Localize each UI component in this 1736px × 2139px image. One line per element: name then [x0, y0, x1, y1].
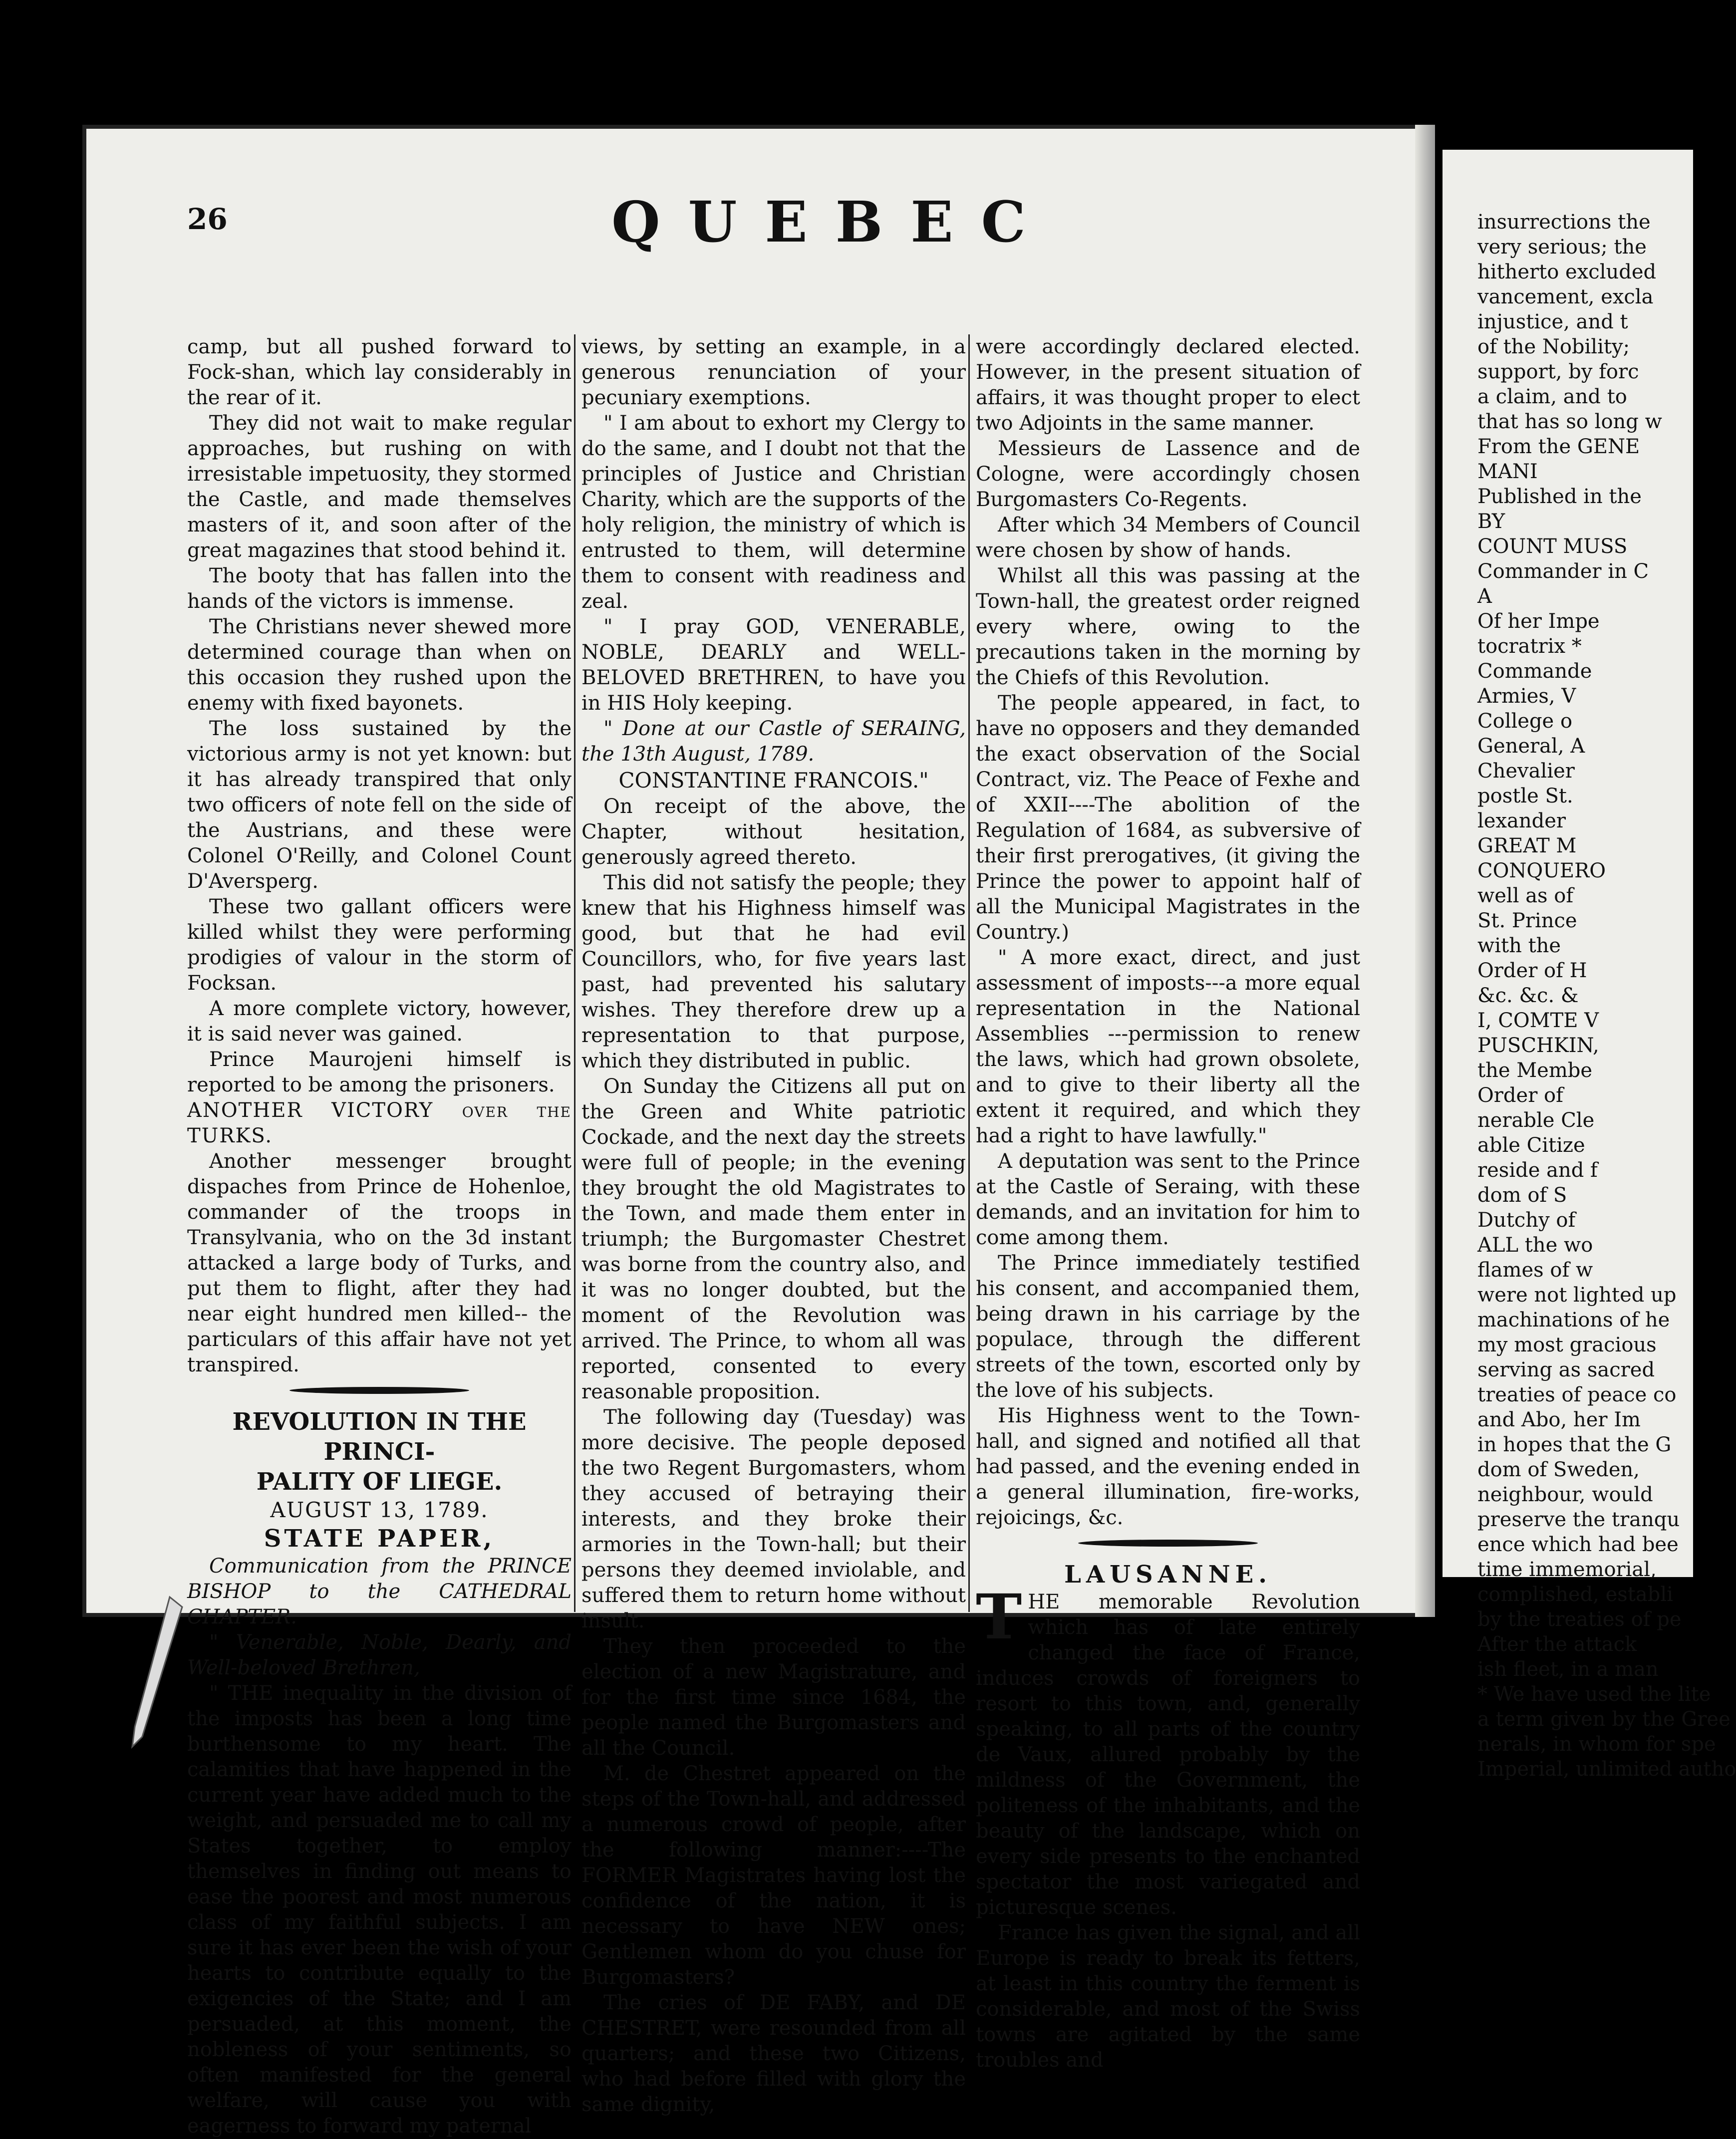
paragraph: A more complete victory, however, it is said never was gained. — [187, 997, 572, 1046]
fragment-line: support, by forc — [1477, 360, 1639, 383]
paragraph: These two gallant officers were killed whilst they were performing prodigies of valour in the storm of Focksan. — [187, 895, 572, 995]
fragment-line: Order of H — [1477, 959, 1587, 982]
fragment-line: Of her Impe — [1477, 610, 1600, 633]
fragment-line: * We have used the lite — [1477, 1683, 1711, 1706]
paragraph: The cries of DE FABY, and DE CHESTRET, were resounded from all quarters; and these two Citizens, who had before filled with glory the same dignity, — [581, 1991, 966, 2116]
fragment-line: Order of — [1477, 1084, 1563, 1107]
fragment-line: serving as sacred — [1477, 1358, 1655, 1381]
fragment-line: neighbour, would — [1477, 1483, 1653, 1506]
fragment-line: A — [1477, 585, 1492, 608]
salutation: " Venerable, Noble, Dearly, and Well-beloved Brethren, — [187, 1631, 572, 1679]
paragraph: M. de Chestret appeared on the steps of the Town-hall, and addressed a numerous crowd of people, after the following manner:----The FORMER Magistrates having lost the confidence of the nation, it is necessary to have NEW ones; Gentlemen whom do you chuse for Burgomasters? — [581, 1762, 966, 1989]
article-title: PALITY OF LIEGE. — [256, 1468, 503, 1496]
drop-cap: T — [976, 1581, 1022, 1653]
dateline: AUGUST 13, 1789. — [270, 1498, 489, 1522]
fragment-line: nerals, in whom for spe — [1477, 1733, 1716, 1756]
fragment-line: a term given by the Gree — [1477, 1708, 1731, 1731]
article-title: REVOLUTION IN THE PRINCI- — [232, 1408, 527, 1466]
fragment-line: the Membe — [1477, 1059, 1593, 1082]
section-heading: ANOTHER VICTORY over the TURKS. — [187, 1099, 572, 1147]
quill-pen-icon — [122, 1597, 182, 1747]
fragment-line: postle St. — [1477, 785, 1573, 807]
column-1 — [187, 334, 572, 2139]
fragment-line: Imperial, unlimited autho — [1477, 1758, 1736, 1781]
fragment-line: and Abo, her Im — [1477, 1408, 1641, 1431]
fragment-line: well as of — [1477, 884, 1574, 907]
fragment-line: were not lighted up — [1477, 1284, 1677, 1307]
fragment-line: Commander in C — [1477, 560, 1649, 583]
fragment-line: machinations of he — [1477, 1309, 1670, 1332]
fragment-line: dom of S — [1477, 1184, 1567, 1207]
fragment-line: ish fleet, in a man — [1477, 1658, 1659, 1681]
column-rule — [574, 334, 576, 1612]
fragment-line: that has so long w — [1477, 410, 1662, 433]
fragment-line: General, A — [1477, 735, 1585, 758]
fragment-line: College o — [1477, 710, 1573, 733]
fragment-line: After the attack — [1477, 1633, 1637, 1656]
paragraph: Whilst all this was passing at the Town-hall, the greatest order reigned every where, owing to the precautions taken in the morning by the Chiefs of this Revolution. — [976, 564, 1360, 689]
fragment-line: flames of w — [1477, 1259, 1593, 1282]
ornamental-rule — [289, 1387, 469, 1394]
paragraph: This did not satisfy the people; they knew that his Highness himself was good, but that he had evil Councillors, who, for five years last past, had prevented his salutary wishes. They therefore drew up a representation to that purpose, which they distributed in public. — [581, 871, 966, 1072]
fragment-line: GREAT M — [1477, 834, 1577, 857]
fragment-line: lexander — [1477, 809, 1566, 832]
paragraph: The booty that has fallen into the hands of the victors is immense. — [187, 564, 572, 613]
fragment-line: Commande — [1477, 660, 1592, 683]
paragraph — [976, 1581, 1360, 1920]
ornamental-rule — [1078, 1540, 1258, 1547]
article-subtitle: STATE PAPER, — [264, 1525, 495, 1553]
newspaper-page — [82, 125, 1435, 2138]
column-3 — [976, 334, 1360, 2073]
paragraph: " I am about to exhort my Clergy to do the same, and I doubt not that the principles of Justice and Christian Charity, which are the supports of the holy religion, the ministry of which is entrusted to them, will determine them to consent with readiness and zeal. — [581, 412, 966, 613]
fragment-line: injustice, and t — [1477, 310, 1628, 333]
fragment-line: CONQUERO — [1477, 859, 1606, 882]
dateline: " Done at our Castle of SERAING, the 13th August, 1789. — [581, 717, 966, 766]
paragraph: views, by setting an example, in a generous renunciation of your pecuniary exemptions. — [581, 335, 966, 409]
running-title: QUEBEC — [611, 190, 1054, 255]
paragraph: France has given the signal, and all Europe is ready to break its fetters, at least in this country the ferment is considerable, and most of the Swiss towns are agitated by the same troubles and — [976, 1921, 1360, 2072]
paragraph: His Highness went to the Town-hall, and signed and notified all that had passed, and the evening ended in a general illumination, fire-works, rejoicings, &c. — [976, 1404, 1360, 1529]
fragment-line: tocratrix * — [1477, 635, 1582, 658]
fragment-line: COUNT MUSS — [1477, 535, 1628, 558]
fragment-line: preserve the tranqu — [1477, 1508, 1680, 1531]
fragment-line: nerable Cle — [1477, 1109, 1595, 1132]
article-title: LAUSANNE. — [1064, 1561, 1272, 1589]
paragraph: The loss sustained by the victorious army is not yet known: but it has already transpired that only two officers of note fell on the side of the Austrians, and these were Colonel O'Reilly, and Colonel Count D'Aversperg. — [187, 717, 572, 893]
fragment-line: of the Nobility; — [1477, 335, 1630, 358]
fragment-line: reside and f — [1477, 1159, 1598, 1182]
fragment-line: ence which had bee — [1477, 1533, 1679, 1556]
communication-line: Communication from the PRINCE BISHOP to the CATHEDRAL CHAPTER. — [187, 1555, 572, 1628]
fragment-line: vancement, excla — [1477, 285, 1654, 308]
paragraph: They did not wait to make regular approaches, but rushing on with irresistable impetuosity, they stormed the Castle, and made themselves masters of it, and soon after of the great magazines that stood behind it. — [187, 412, 572, 562]
column-2 — [581, 334, 966, 2118]
fragment-line: time immemorial, — [1477, 1558, 1657, 1581]
fragment-line: &c. &c. & — [1477, 984, 1579, 1007]
paragraph: The people appeared, in fact, to have no opposers and they demanded the exact observation of the Social Contract, viz. The Peace of Fexhe and of XXII----The abolition of the Regulation of 1684, as subversive of their first prerogatives, (it giving the Prince the power to appoint half of all the Municipal Magistrates in the Country.) — [976, 692, 1360, 944]
fragment-line: Dutchy of — [1477, 1209, 1576, 1232]
fragment-line: From the GENE — [1477, 435, 1640, 458]
fragment-line: hitherto excluded — [1477, 261, 1657, 283]
column-4-fragment — [1477, 210, 1736, 1782]
signature: CONSTANTINE FRANCOIS." — [618, 768, 929, 793]
paragraph: were accordingly declared elected. However, in the present situation of affairs, it was thought proper to elect two Adjoints in the same manner. — [976, 335, 1360, 435]
paragraph: camp, but all pushed forward to Fock-shan, which lay considerably in the rear of it. — [187, 335, 572, 409]
fragment-line: Armies, V — [1477, 685, 1576, 708]
paragraph: A deputation was sent to the Prince at the Castle of Seraing, with these demands, and an invitation for him to come among them. — [976, 1150, 1360, 1249]
paragraph: " I pray GOD, VENERABLE, NOBLE, DEARLY and WELL-BELOVED BRETHREN, to have you in HIS Holy keeping. — [581, 615, 966, 715]
paragraph: The Prince immediately testified his consent, and accompanied them, being drawn in his carriage by the populace, through the different streets of the town, escorted only by the love of his subjects. — [976, 1252, 1360, 1402]
paragraph: " A more exact, direct, and just assessment of imposts---a more equal representation in the National Assemblies ---permission to renew the laws, which had grown obsolete, and to give to their liberty all the extent it required, and which they had a right to have lawfully." — [976, 946, 1360, 1147]
fragment-line: a claim, and to — [1477, 385, 1627, 408]
fragment-line: insurrections the — [1477, 211, 1651, 234]
fragment-line: treaties of peace co — [1477, 1383, 1677, 1406]
paragraph: On receipt of the above, the Chapter, without hesitation, generously agreed thereto. — [581, 795, 966, 869]
fragment-line: Chevalier — [1477, 760, 1575, 783]
fragment-line: able Citize — [1477, 1134, 1585, 1157]
letter-body: " THE inequality in the division of the imposts has been a long time burthensome to my heart. The calamities that have happened in the current year have added much to the weight, and persuaded me to call my States together, to employ themselves in finding out means to ease the poorest and most numerous class of my faithful subjects. I am sure it has ever been the wish of your hearts to contribute equally to the exigencies of the State; and I am persuaded, at this moment, the nobleness of your sentiments, so often manifested for the general welfare, will cause you with eagerness to forward my paternal — [187, 1682, 572, 2138]
paragraph: Prince Maurojeni himself is reported to be among the prisoners. — [187, 1048, 572, 1096]
fragment-line: BY — [1477, 510, 1505, 533]
fragment-line: PUSCHKIN, — [1477, 1034, 1599, 1057]
paragraph: The Christians never shewed more determined courage than when on this occasion they rushed upon the enemy with fixed bayonets. — [187, 615, 572, 715]
fragment-line: complished, establi — [1477, 1583, 1673, 1606]
fragment-line: St. Prince — [1477, 909, 1577, 932]
paragraph-text: HE memorable Revolution which has of late entirely changed the face of France, induces crowds of foreigners to resort to this town, and, generally speaking, to all parts of the country de Vaux, allured probably by the mildness of the Government, the politeness of the inhabitants, and the beauty of the landscape, which on every side presents to the enchanted spectator the most variegated and picturesque scenes. — [976, 1591, 1360, 1919]
page-number: 26 — [187, 202, 228, 236]
fragment-line: my most gracious — [1477, 1334, 1657, 1356]
fragment-line: dom of Sweden, — [1477, 1458, 1640, 1481]
fragment-line: MANI — [1477, 460, 1538, 483]
page-header — [82, 152, 1435, 255]
column-rule — [968, 334, 970, 1612]
paragraph: After which 34 Members of Council were chosen by show of hands. — [976, 514, 1360, 562]
paragraph: The following day (Tuesday) was more decisive. The people deposed the two Regent Burgomasters, whom they accused of betraying their interests, and they broke their armories in the Town-hall; but their persons they deemed inviolable, and suffered them to return home without insult. — [581, 1406, 966, 1632]
paragraph: On Sunday the Citizens all put on the Green and White patriotic Cockade, and the next day the streets were full of people; in the evening they brought the old Magistrates to the Town, and made them enter in triumph; the Burgomaster Chestret was borne from the country also, and it was no longer doubted, but the moment of the Revolution was arrived. The Prince, to whom all was reported, consented to every reasonable proposition. — [581, 1075, 966, 1403]
fragment-line: ALL the wo — [1477, 1234, 1593, 1257]
paragraph: Messieurs de Lassence and de Cologne, were accordingly chosen Burgomasters Co-Regents. — [976, 437, 1360, 511]
paragraph: They then proceeded to the election of a new Magistrature, and for the first time since 1684, the people named the Burgomasters and all the Council. — [581, 1635, 966, 1760]
paragraph: Another messenger brought dispaches from Prince de Hohenloe, commander of the troops in Transylvania, who on the 3d instant attacked a large body of Turks, and put them to flight, after they had near eight hundred men killed-- the particulars of this affair have not yet transpired. — [187, 1150, 572, 1376]
fragment-line: Published in the — [1477, 485, 1642, 508]
fragment-line: by the treaties of pe — [1477, 1608, 1682, 1631]
fragment-line: I, COMTE V — [1477, 1009, 1599, 1032]
fragment-line: with the — [1477, 934, 1561, 957]
fragment-line: very serious; the — [1477, 236, 1647, 259]
fragment-line: in hopes that the G — [1477, 1433, 1672, 1456]
